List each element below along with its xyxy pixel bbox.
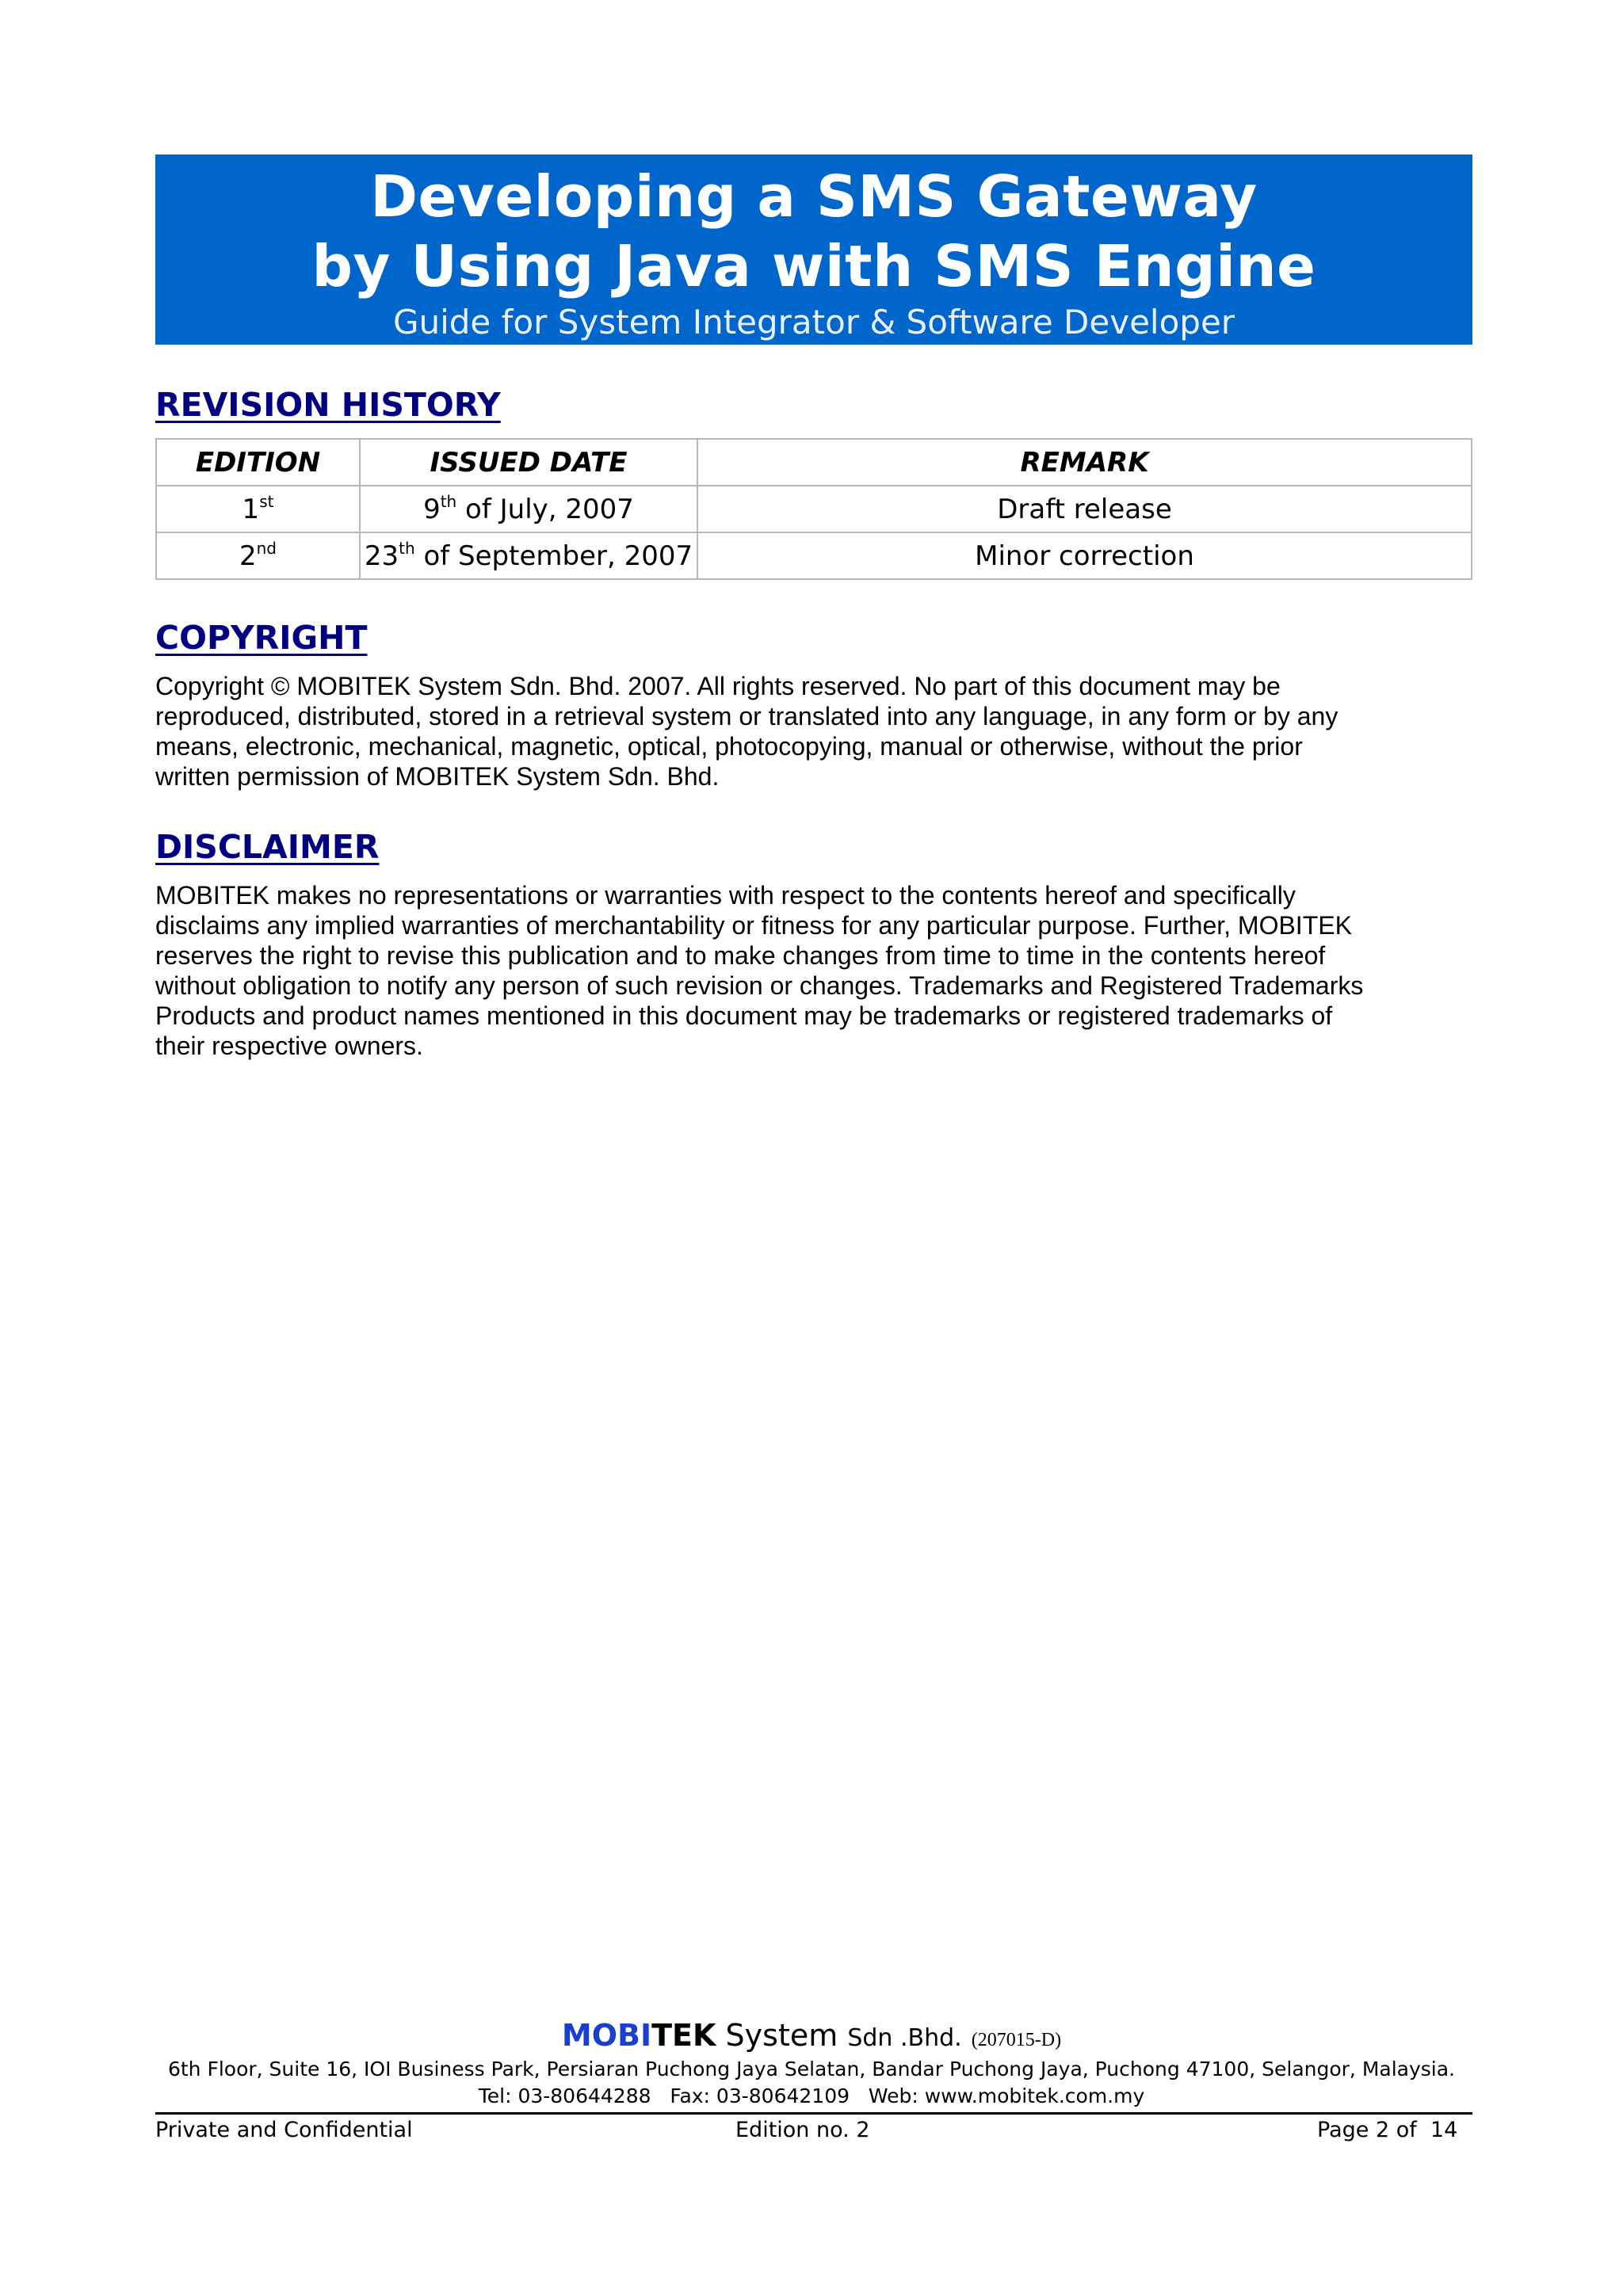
date-day: 9 <box>423 493 441 525</box>
company-registration: (207015-D) <box>971 2030 1062 2050</box>
revision-history-heading: REVISION HISTORY <box>155 386 501 424</box>
title-line-2: by Using Java with SMS Engine <box>311 233 1316 299</box>
edition-cell <box>156 486 360 532</box>
footer-edition: Edition no. 2 <box>735 2118 870 2142</box>
date-day: 23 <box>364 540 399 572</box>
copyright-line: Copyright © MOBITEK System Sdn. Bhd. 2007. All rights reserved. No part of this document may be <box>155 672 1281 700</box>
edition-cell <box>156 532 360 579</box>
column-header-issued-date: ISSUED DATE <box>360 439 697 486</box>
brand-system: System <box>716 2018 848 2053</box>
footer-company-name <box>0 2016 1623 2059</box>
date-rest: of July, 2007 <box>456 493 634 525</box>
copyright-line: means, electronic, mechanical, magnetic, optical, photocopying, manual or otherwise, without the prior <box>155 732 1303 761</box>
title-line-1: Developing a SMS Gateway <box>370 163 1258 230</box>
edition-number: 1 <box>242 493 260 525</box>
disclaimer-line: reserves the right to revise this publication and to make changes from time to time in the contents hereof <box>155 941 1326 970</box>
disclaimer-line: without obligation to notify any person of such revision or changes. Trademarks and Registered Trademarks <box>155 971 1364 1000</box>
copyright-paragraph <box>155 671 1487 791</box>
disclaimer-paragraph <box>155 880 1487 1061</box>
remark-cell: Minor correction <box>697 532 1472 579</box>
footer-page-number: Page 2 of 14 <box>1317 2118 1458 2142</box>
copyright-line: written permission of MOBITEK System Sdn. Bhd. <box>155 762 720 791</box>
footer-address: 6th Floor, Suite 16, IOI Business Park, Persiaran Puchong Jaya Selatan, Bandar Puchong Jaya, Puchong 47100, Selangor, Malaysia. <box>167 2058 1456 2081</box>
table-row <box>156 532 1472 579</box>
footer-contact: Tel: 03-80644288 Fax: 03-80642109 Web: www.mobitek.com.my <box>478 2084 1145 2107</box>
column-header-remark: REMARK <box>697 439 1472 486</box>
table-header-row <box>156 439 1472 486</box>
edition-ordinal: nd <box>256 538 277 558</box>
issued-date-cell <box>360 532 697 579</box>
edition-number: 2 <box>239 540 257 572</box>
date-ordinal: th <box>399 538 415 558</box>
copyright-heading: COPYRIGHT <box>155 619 368 657</box>
remark-cell: Draft release <box>697 486 1472 532</box>
brand-sdn: Sdn .Bhd. <box>847 2024 962 2052</box>
disclaimer-heading: DISCLAIMER <box>155 828 380 866</box>
table-row <box>156 486 1472 532</box>
banner-subtitle: Guide for System Integrator & Software Developer <box>392 303 1235 341</box>
footer-confidentiality: Private and Confidential <box>155 2118 413 2142</box>
revision-history-table <box>155 438 1472 580</box>
disclaimer-line: Products and product names mentioned in this document may be trademarks or registered trademarks of <box>155 1001 1333 1030</box>
date-ordinal: th <box>440 491 457 511</box>
edition-ordinal: st <box>259 491 274 511</box>
copyright-line: reproduced, distributed, stored in a retrieval system or translated into any language, in any form or by any <box>155 702 1338 730</box>
date-rest: of September, 2007 <box>414 540 693 572</box>
brand-mobi: MOBI <box>561 2018 652 2053</box>
brand-tek: TEK <box>651 2018 716 2053</box>
footer-divider <box>155 2112 1472 2115</box>
disclaimer-line: disclaims any implied warranties of merchantability or fitness for any particular purpose. Further, MOBITEK <box>155 911 1352 940</box>
disclaimer-line: their respective owners. <box>155 1032 423 1060</box>
issued-date-cell <box>360 486 697 532</box>
disclaimer-line: MOBITEK makes no representations or warranties with respect to the contents hereof and specifically <box>155 881 1296 910</box>
column-header-edition: EDITION <box>156 439 360 486</box>
title-banner <box>155 154 1472 345</box>
